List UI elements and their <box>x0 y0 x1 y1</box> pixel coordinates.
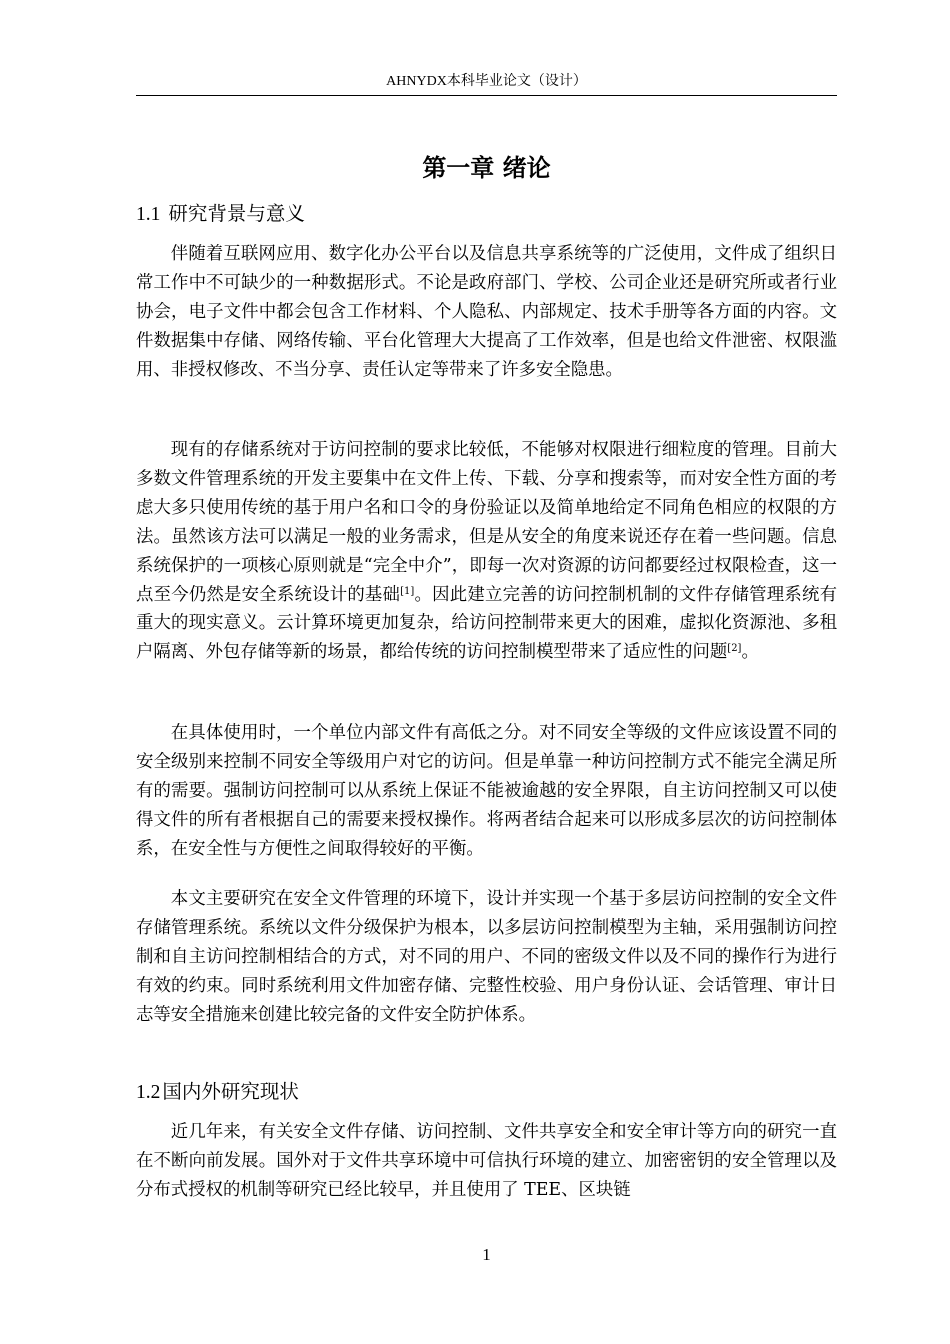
chapter-title: 第一章 绪论 <box>422 154 551 182</box>
paragraph-text: 。 <box>741 642 759 663</box>
paragraph-text: 现有的存储系统对于访问控制的要求比较低，不能够对权限进行细粒度的管理。目前大多数文件管理系统的开发主要集中在文件上传、下载、分享和搜索等，而对安全性方面的考虑大多只使用传统的基于用户名和口令的身份验证以及简单地给定不同角色相应的权限的方法。虽然该方法可以满足一般的业务需求，但是从安全的角度来说还存在着一些问题。信息系统保护的一项核心原则就是“完全中介”，即每一次对资源的访问都要经过权限检查，这一点至今仍然是安全系统设计的基础 <box>136 440 837 605</box>
paragraph-text: 。因此建立完善的访问控制机制的文件存储管理系统有重大的现实意义。云计算环境更加复杂，给访问控制带来更大的困难，虚拟化资源池、多租户隔离、外包存储等新的场景，都给传统的访问控制模型带来了适应性的问题 <box>136 584 837 663</box>
citation-mark: [1] <box>400 585 415 597</box>
section-number: 1.2 <box>136 1082 161 1103</box>
paragraph: 本文主要研究在安全文件管理的环境下，设计并实现一个基于多层访问控制的安全文件存储管理系统。系统以文件分级保护为根本，以多层访问控制模型为主轴，采用强制访问控制和自主访问控制相结合的方式，对不同的用户、不同的密级文件以及不同的操作行为进行有效的约束。同时系统利用文件加密存储、完整性校验、用户身份认证、会话管理、审计日志等安全措施来创建比较完备的文件安全防护体系。 <box>136 889 837 1025</box>
section-title: 研究背景与意义 <box>168 202 305 225</box>
paragraph <box>136 436 837 667</box>
header-rule <box>136 95 837 96</box>
section-number: 1.1 <box>136 204 161 225</box>
paragraph: 伴随着互联网应用、数字化办公平台以及信息共享系统等的广泛使用，文件成了组织日常工作中不可缺少的一种数据形式。不论是政府部门、学校、公司企业还是研究所或者行业协会，电子文件中都会包含工作材料、个人隐私、内部规定、技术手册等各方面的内容。文件数据集中存储、网络传输、平台化管理大大提高了工作效率，但是也给文件泄密、权限滥用、非授权修改、不当分享、责任认定等带来了许多安全隐患。 <box>136 244 837 380</box>
section-heading-1-1 <box>136 200 305 229</box>
section-heading-1-2 <box>136 1078 299 1107</box>
page-number: 1 <box>482 1245 491 1264</box>
running-header: AHNYDX本科毕业论文（设计） <box>386 74 587 89</box>
paragraph: 在具体使用时，一个单位内部文件有高低之分。对不同安全等级的文件应该设置不同的安全级别来控制不同安全等级用户对它的访问。但是单靠一种访问控制方式不能完全满足所有的需要。强制访问控制可以从系统上保证不能被逾越的安全界限，自主访问控制又可以使得文件的所有者根据自己的需要来授权操作。将两者结合起来可以形成多层次的访问控制体系，在安全性与方便性之间取得较好的平衡。 <box>136 723 837 859</box>
section-title: 国内外研究现状 <box>162 1080 299 1103</box>
citation-mark: [2] <box>727 643 742 655</box>
paragraph: 近几年来，有关安全文件存储、访问控制、文件共享安全和安全审计等方向的研究一直在不断向前发展。国外对于文件共享环境中可信执行环境的建立、加密密钥的安全管理以及分布式授权的机制等研究已经比较早，并且使用了 TEE、区块链 <box>136 1122 837 1200</box>
